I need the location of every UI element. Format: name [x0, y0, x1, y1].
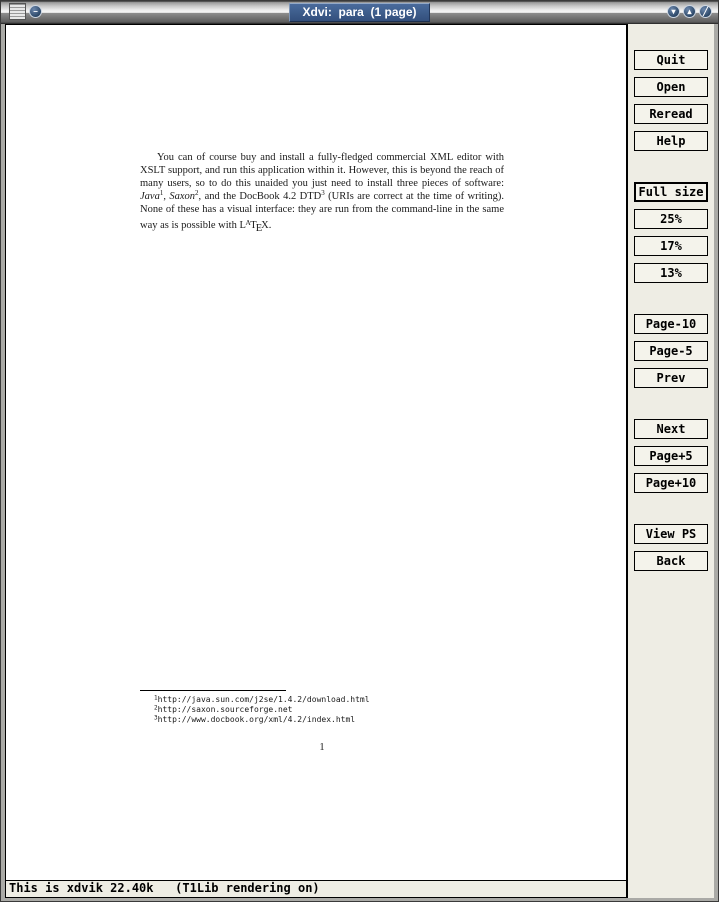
- footnote-url: http://java.sun.com/j2se/1.4.2/download.html: [157, 695, 370, 704]
- window-title: Xdvi: para (1 page): [289, 3, 429, 22]
- status-bar: This is xdvik 22.40k (T1Lib rendering on): [6, 880, 626, 897]
- next-button[interactable]: Next: [634, 419, 708, 439]
- dvi-page-canvas[interactable]: [6, 25, 626, 880]
- page-number: 1: [319, 742, 325, 753]
- footnote-url: http://saxon.sourceforge.net: [157, 705, 293, 714]
- quit-button[interactable]: Quit: [634, 50, 708, 70]
- full-size-button[interactable]: Full size: [634, 182, 708, 202]
- prev-button[interactable]: Prev: [634, 368, 708, 388]
- button-group-misc: [634, 524, 708, 578]
- footnote-line: [140, 695, 370, 705]
- open-button[interactable]: Open: [634, 77, 708, 97]
- view-ps-button[interactable]: View PS: [634, 524, 708, 544]
- titlebar: [1, 1, 718, 24]
- footnote-line: [140, 705, 370, 715]
- close-icon[interactable]: ╱: [699, 5, 712, 18]
- zoom-13-button[interactable]: 13%: [634, 263, 708, 283]
- button-group-zoom: [634, 182, 708, 290]
- button-group-file: [634, 50, 708, 158]
- sidebar: [628, 24, 714, 898]
- page-plus-5-button[interactable]: Page+5: [634, 446, 708, 466]
- main-column: [5, 24, 628, 898]
- maximize-icon[interactable]: ▴: [683, 5, 696, 18]
- footnote-marker: 3: [154, 714, 158, 722]
- page-plus-10-button[interactable]: Page+10: [634, 473, 708, 493]
- shade-icon[interactable]: ▾: [667, 5, 680, 18]
- footnote-url: http://www.docbook.org/xml/4.2/index.html: [157, 715, 356, 724]
- page-minus-10-button[interactable]: Page-10: [634, 314, 708, 334]
- zoom-25-button[interactable]: 25%: [634, 209, 708, 229]
- footnote-line: [140, 715, 370, 725]
- page-minus-5-button[interactable]: Page-5: [634, 341, 708, 361]
- back-button[interactable]: Back: [634, 551, 708, 571]
- reread-button[interactable]: Reread: [634, 104, 708, 124]
- footnote-rule: [140, 690, 286, 691]
- button-group-page-back: [634, 314, 708, 395]
- help-button[interactable]: Help: [634, 131, 708, 151]
- footnote-marker: 1: [154, 694, 158, 702]
- button-group-page-forward: [634, 419, 708, 500]
- footnote-marker: 2: [154, 704, 158, 712]
- window-menu-icon[interactable]: −: [29, 5, 42, 18]
- footnotes-block: [140, 695, 370, 725]
- xdvi-app-icon: [9, 3, 26, 20]
- paragraph-text: You can of course buy and install a fully-fledged commercial XML editor with XSLT support, and run this application within it. However, this is beyond the reach of many users, so to do this unaided you just need to install three pieces of software: Java$^1$, Saxon$^2$, and the DocBook 4.2 DTD$^3$ (URIs are correct at the time of writing). None of these has a visual interface: they are run from the command-line in the same way as is possible with $L^ATEX$.: [140, 152, 504, 234]
- zoom-17-button[interactable]: 17%: [634, 236, 708, 256]
